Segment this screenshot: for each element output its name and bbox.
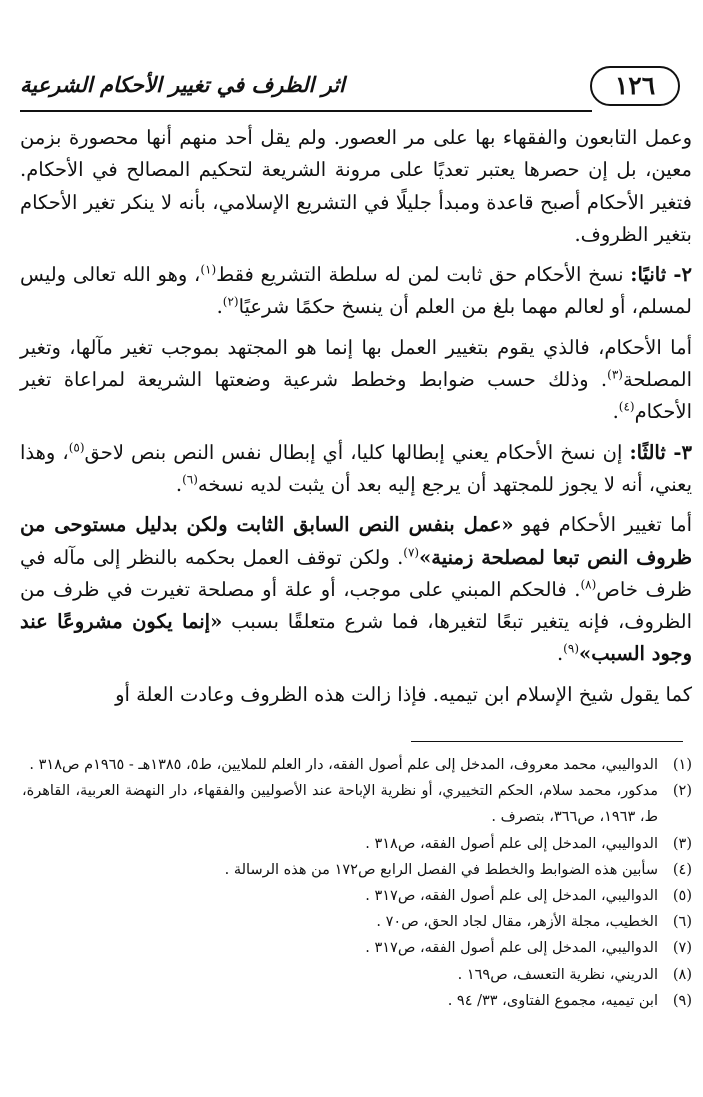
paragraph-4-text-a: إن نسخ الأحكام يعني إبطالها كليا، أي إبطال نفس النص بنص لاحق — [84, 440, 630, 464]
footnote — [22, 962, 692, 988]
paragraph-2-text-c: . — [216, 295, 223, 319]
footnote-text: الدريني، نظرية التعسف، ص١٦٩ . — [457, 966, 658, 983]
footnote-ref-3: (٣) — [607, 367, 623, 382]
paragraph-5 — [20, 509, 692, 670]
paragraph-5-text-d: . — [556, 642, 564, 666]
footnote-ref-5: (٥) — [68, 440, 85, 455]
paragraph-3-text-a: أما الأحكام، فالذي يقوم بتغيير العمل بها إنما هو المجتهد بموجب تغير مآلها، وتغير المصلحة — [20, 335, 692, 392]
footnote-text: مدكور، محمد سلام، الحكم التخييري، أو نظرية الإباحة عند الأصوليين والفقهاء، دار النهضة العربية، القاهرة، ط، ١٩٦٣، ص٣٦٦، بتصرف . — [22, 783, 658, 826]
body-text — [20, 122, 692, 719]
paragraph-5-text-c: . فالحكم المبني على موجب، أو علة أو مصلحة تغيرت في ظرف من الظروف، فإنه يتغير تبعًا لتغيرها، فما شرع متعلقًا بسبب — [20, 577, 692, 634]
footnote-text: الدواليبي، المدخل إلى علم أصول الفقه، ص٣١٧ . — [365, 888, 658, 905]
footnote — [22, 883, 692, 909]
footnote — [22, 778, 692, 830]
footnote-number: (٣) — [672, 835, 692, 852]
page-number: ١٢٦ — [590, 66, 680, 106]
footnote-text: الدواليبي، المدخل إلى علم أصول الفقه، ص٣١٨ . — [365, 835, 658, 852]
footnote-text: ابن تيميه، مجموع الفتاوى، ٣٣/ ٩٤ . — [447, 992, 658, 1009]
footnote-text: الخطيب، مجلة الأزهر، مقال لجاد الحق، ص٧٠ . — [376, 914, 658, 931]
paragraph-4-text-c: . — [175, 472, 183, 496]
footnote-ref-9: (٩) — [563, 641, 579, 656]
paragraph-3-text-b: . وذلك حسب ضوابط وخطط شرعية وضعتها الشريعة لمراعاة تغير الأحكام — [20, 368, 692, 424]
quote-2: «إنما يكون مشروعًا عند وجود السبب» — [20, 610, 692, 666]
running-title: اثر الظرف في تغيير الأحكام الشرعية — [20, 72, 345, 97]
footnote-number: (٦) — [672, 914, 692, 931]
paragraph-5-text-b: . ولكن توقف العمل بحكمه بالنظر إلى مآله في ظرف خاص — [20, 545, 692, 601]
footnote-number: (١) — [672, 757, 692, 773]
quote-1: «عمل بنفس النص السابق الثابت ولكن بدليل مستوحى من ظروف النص تبعا لمصلحة زمنية» — [20, 513, 692, 569]
page-header — [20, 66, 680, 112]
footnote-ref-1: (١) — [200, 262, 217, 277]
footnote-ref-6: (٦) — [182, 472, 198, 487]
footnote-ref-4: (٤) — [618, 399, 635, 414]
paragraph-4 — [20, 437, 692, 502]
footnote — [22, 857, 692, 883]
footnote — [22, 909, 692, 935]
paragraph-4-text-b: ، وهذا يعني، أنه لا يجوز للمجتهد أن يرجع إليه بعد أن يثبت لديه نسخه — [20, 440, 692, 496]
paragraph-2-text-b: ، وهو الله تعالى وليس لمسلم، أو لعالم مهما بلغ من العلم أن ينسخ حكمًا شرعيًا — [20, 263, 692, 319]
paragraph-1: وعمل التابعون والفقهاء بها على مر العصور. ولم يقل أحد منهم أنها محصورة بزمن معين، بل إن حصرها يعتبر تعديًا على مرونة الشريعة لتحكيم المصالح في الأحكام. فتغير الأحكام أصبح قاعدة ومبدأ جليلًا في التشريع الإسلامي، بأنه لا ينكر تغير الأحكام بتغير الظروف. — [20, 126, 692, 246]
footnotes — [22, 752, 692, 1014]
footnote-ref-8: (٨) — [580, 577, 597, 592]
header-rule — [20, 110, 592, 112]
footnote-separator — [411, 741, 683, 742]
point-label-2: ٢- ثانيًا: — [630, 263, 693, 287]
footnote-number: (٩) — [672, 992, 692, 1009]
footnote — [22, 988, 692, 1014]
footnote-text: الدواليبي، المدخل إلى علم أصول الفقه، ص٣١٧ . — [365, 940, 658, 957]
footnote-number: (٤) — [672, 861, 692, 878]
paragraph-2 — [20, 259, 692, 324]
footnote-ref-7: (٧) — [403, 545, 420, 560]
footnote-ref-2: (٢) — [222, 294, 239, 309]
footnote-text: الدواليبي، محمد معروف، المدخل إلى علم أصول الفقه، دار العلم للملايين، ط٥، ١٣٨٥هـ - ١٩٦٥م ص٣١٨ . — [29, 757, 658, 773]
paragraph-3-text-c: . — [612, 400, 619, 424]
footnote-number: (٢) — [672, 783, 692, 800]
footnote — [22, 831, 692, 857]
footnote-number: (٧) — [672, 940, 692, 957]
footnote-number: (٨) — [672, 966, 692, 983]
point-label-3: ٣- ثالثًا: — [629, 440, 692, 464]
footnote — [22, 752, 692, 778]
footnote-text: سأبين هذه الضوابط والخطط في الفصل الرابع ص١٧٢ من هذه الرسالة . — [224, 861, 658, 878]
paragraph-2-text-a: نسخ الأحكام حق ثابت لمن له سلطة التشريع فقط — [216, 263, 631, 287]
footnote-number: (٥) — [672, 888, 692, 905]
paragraph-6: كما يقول شيخ الإسلام ابن تيميه. فإذا زالت هذه الظروف وعادت العلة أو — [115, 682, 692, 706]
paragraph-3 — [20, 332, 692, 429]
footnote — [22, 935, 692, 961]
paragraph-5-text-a: أما تغيير الأحكام فهو — [513, 513, 692, 537]
